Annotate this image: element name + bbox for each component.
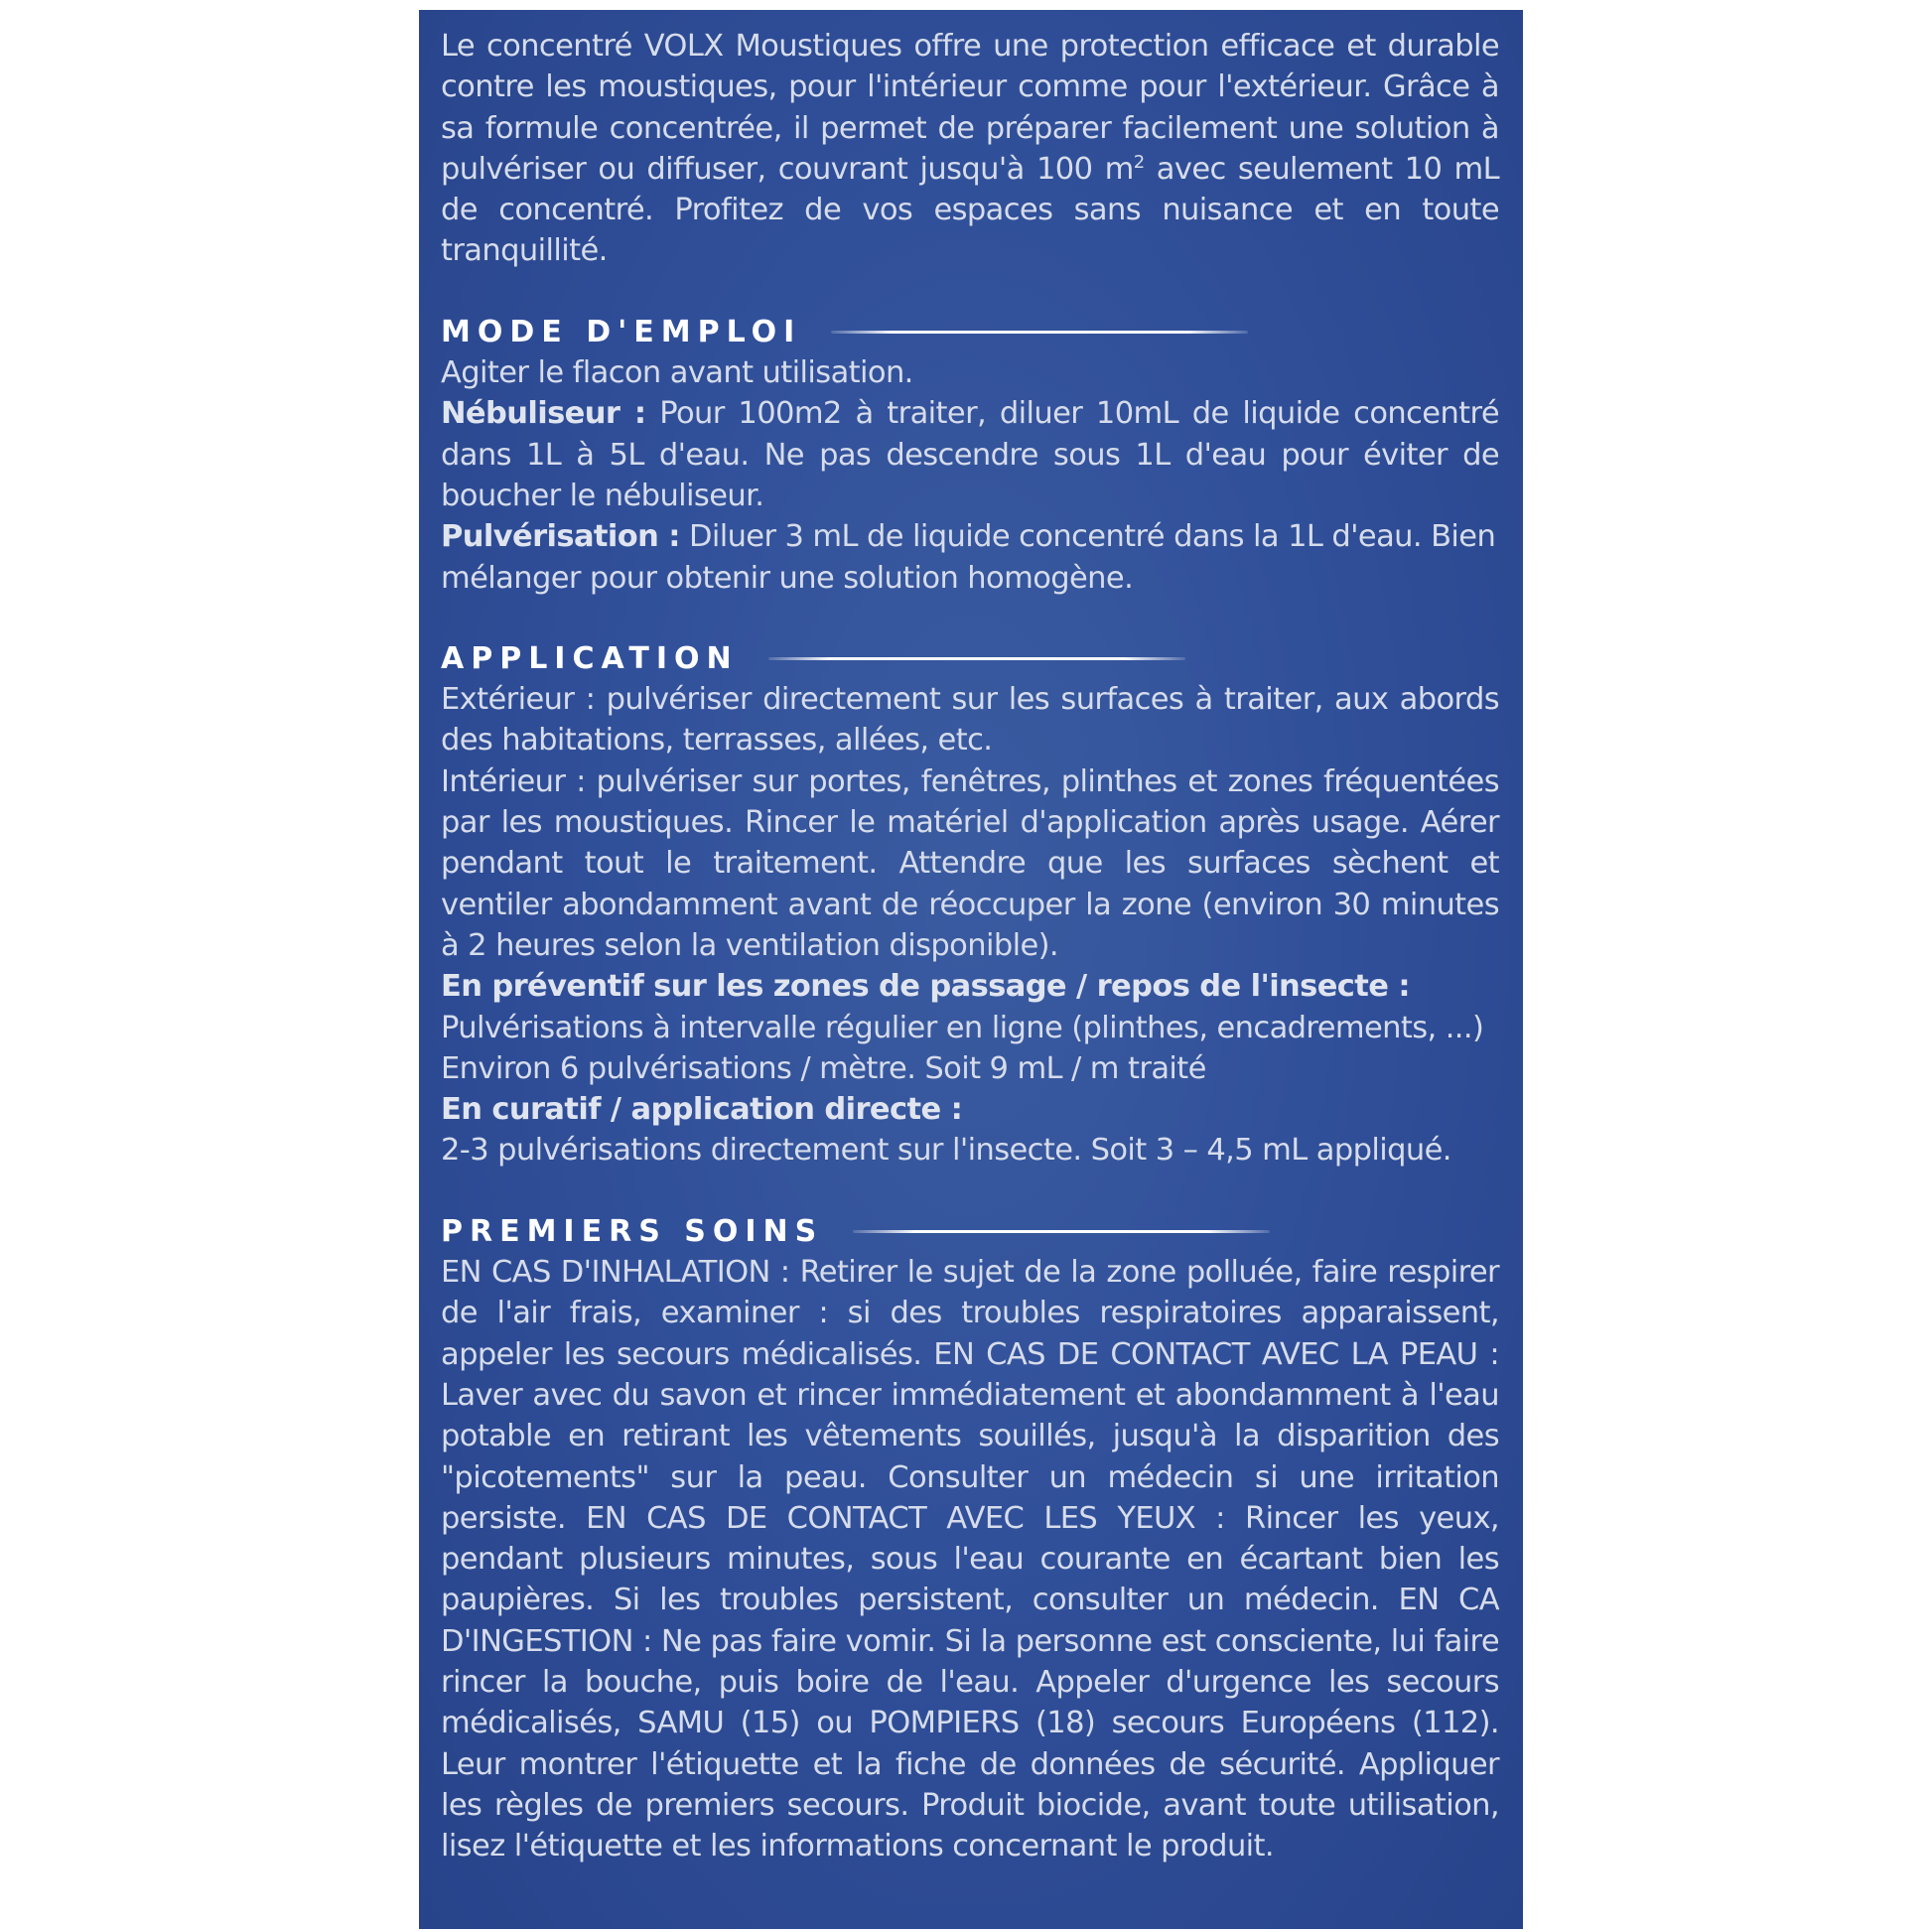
heading-divider-line xyxy=(853,1230,1270,1233)
nebuliseur-text: Pour 100m2 à traiter, diluer 10mL de liquide concentré dans 1L à 5L d'eau. Ne pas descendre sous 1L d'eau pour éviter de boucher le nébuliseur. xyxy=(441,396,1499,513)
mode-emploi-line1: Agiter le flacon avant utilisation. xyxy=(441,355,913,391)
preventif-text: Pulvérisations à intervalle régulier en ligne (plinthes, encadrements, ...) Environ 6 pulvérisations / mètre. Soit 9 mL / m traité xyxy=(441,1010,1484,1086)
intro-superscript: 2 xyxy=(1133,151,1145,173)
nebuliseur-label: Nébuliseur : xyxy=(441,396,646,432)
nebuliseur-paragraph xyxy=(441,393,1499,516)
mode-emploi-heading: MODE D'EMPLOI xyxy=(441,314,802,349)
product-info-panel xyxy=(419,10,1523,1929)
exterieur-paragraph: Extérieur : pulvériser directement sur les surfaces à traiter, aux abords des habitations, terrasses, allées, etc. xyxy=(441,682,1499,759)
curatif-text: 2-3 pulvérisations directement sur l'insecte. Soit 3 – 4,5 mL appliqué. xyxy=(441,1133,1451,1169)
application-heading: APPLICATION xyxy=(441,640,739,676)
premiers-soins-paragraph: EN CAS D'INHALATION : Retirer le sujet de la zone polluée, faire respirer de l'air frais, examiner : si des troubles respiratoires apparaissent, appeler les secours médicalisés. EN CAS DE CONTACT AVEC LA PEAU : Laver avec du savon et rincer immédiatement et abondamment à l'eau potable en retirant les vêtements souillés, jusqu'à la disparition des "picotements" sur la peau. Consulter un médecin si une irritation persiste. EN CAS DE CONTACT AVEC LES YEUX : Rincer les yeux, pendant plusieurs minutes, sous l'eau courante en écartant bien les paupières. Si les troubles persistent, consulter un médecin. EN CA D'INGESTION : Ne pas faire vomir. Si la personne est consciente, lui faire rincer la bouche, puis boire de l'eau. Appeler d'urgence les secours médicalisés, SAMU (15) ou POMPIERS (18) secours Européens (112). Leur montrer l'étiquette et la fiche de données de sécurité. Appliquer les règles de premiers secours. Produit biocide, avant toute utilisation, lisez l'étiquette et les informations concernant le produit. xyxy=(441,1255,1499,1864)
intro-text-start: Le concentré VOLX Moustiques offre une protection efficace et durable contre les moustiques, pour l'intérieur comme pour l'extérieur. Grâce à sa formule concentrée, il permet de préparer facilement une solution à pulvériser ou diffuser, couvrant jusqu'à 100 m xyxy=(441,29,1499,187)
intro-paragraph xyxy=(441,26,1499,272)
heading-divider-line xyxy=(768,657,1185,660)
curatif-label: En curatif / application directe : xyxy=(441,1092,963,1128)
pulverisation-label: Pulvérisation : xyxy=(441,519,680,555)
heading-divider-line xyxy=(831,331,1248,334)
intro-text-end: avec seulement 10 mL de concentré. Profitez de vos espaces sans nuisance et en toute tranquillité. xyxy=(441,151,1499,269)
pulverisation-text: Diluer 3 mL de liquide concentré dans la 1L d'eau. Bien mélanger pour obtenir une solution homogène. xyxy=(441,519,1496,596)
preventif-label: En préventif sur les zones de passage / repos de l'insecte : xyxy=(441,969,1410,1005)
application-heading-row xyxy=(441,638,1499,679)
mode-emploi-heading-row xyxy=(441,312,1499,352)
interieur-paragraph: Intérieur : pulvériser sur portes, fenêtres, plinthes et zones fréquentées par les moustiques. Rincer le matériel d'application après usage. Aérer pendant tout le traitement. Attendre que les surfaces sèchent et ventiler abondamment avant de réoccuper la zone (environ 30 minutes à 2 heures selon la ventilation disponible). xyxy=(441,763,1499,963)
pulverisation-paragraph xyxy=(441,516,1499,599)
premiers-soins-heading: PREMIERS SOINS xyxy=(441,1213,824,1249)
premiers-soins-heading-row xyxy=(441,1211,1499,1252)
